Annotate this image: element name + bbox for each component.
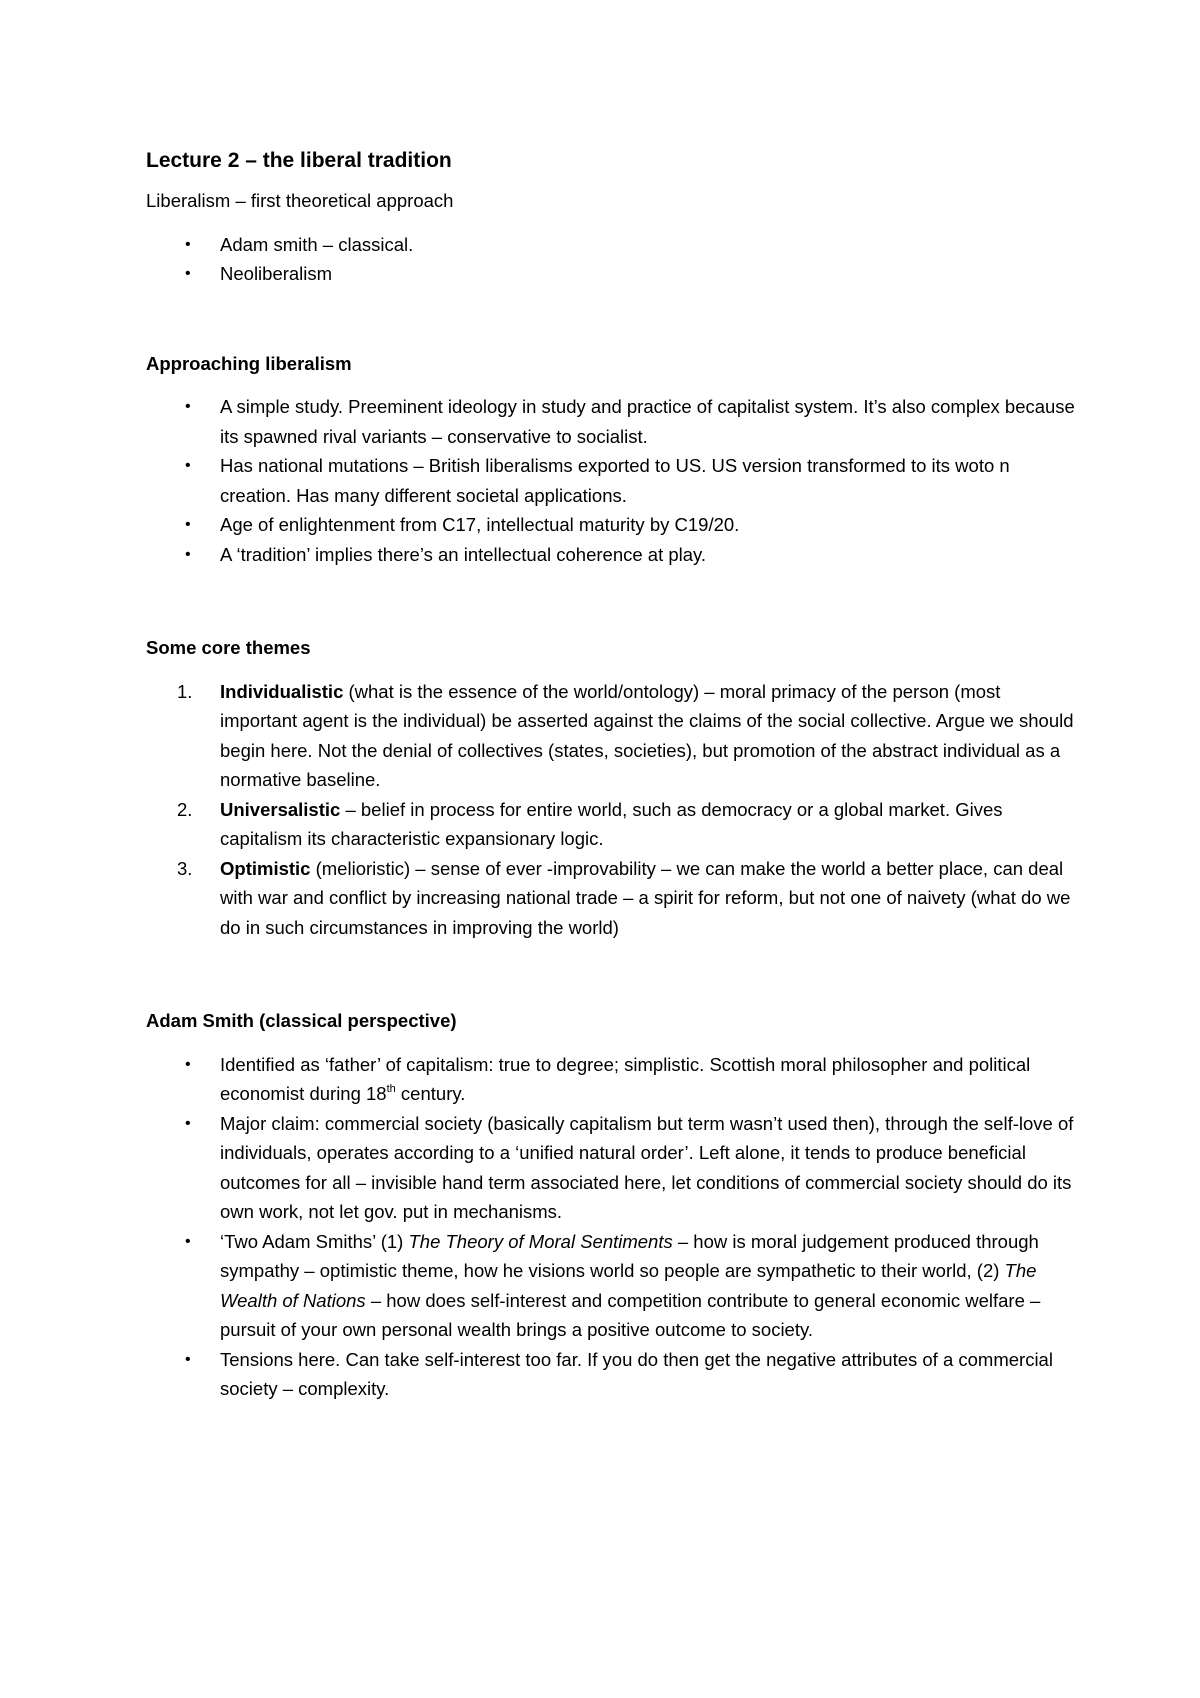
- spacer: [146, 216, 1076, 230]
- list-item-text: century.: [395, 1083, 466, 1104]
- item-number: 1.: [177, 680, 193, 702]
- core-themes-list: [146, 677, 1076, 943]
- bullet-icon: •: [185, 1055, 191, 1073]
- list-item-text: ‘Two Adam Smiths’ (1): [220, 1230, 409, 1252]
- item-term: Individualistic: [220, 680, 344, 702]
- book-title: The Wealth of Nations: [220, 1260, 1037, 1311]
- bullet-icon: •: [185, 545, 191, 563]
- item-text: (melioristic) – sense of ever -improvability – we can make the world a better place, can deal with war and conflict by increasing national trade – a spirit for reform, but not one of naivety (what do we do in such circumstances in improving the world): [220, 857, 1071, 938]
- section-heading-adam-smith: Adam Smith (classical perspective): [146, 1010, 457, 1031]
- spacer: [146, 289, 1076, 349]
- list-item-text: Major claim: commercial society (basically capitalism but term wasn’t used then), through the self-love of individuals, operates according to a ‘unified natural order’. Left alone, it tends to produce beneficial outcomes for all – invisible hand term associated here, let conditions of commercial society should do its own work, not let gov. put in mechanisms.: [220, 1112, 1074, 1222]
- intro-line: Liberalism – first theoretical approach: [146, 190, 454, 211]
- list-item: [146, 392, 1076, 451]
- item-text: (what is the essence of the world/ontology) – moral primacy of the person (most important agent is the individual) be asserted against the claims of the social collective. Argue we should begin here. Not the denial of collectives (states, societies), but promotion of the abstract individual as a normative baseline.: [220, 680, 1074, 790]
- numbered-item: [146, 677, 1076, 795]
- list-item: [146, 510, 1076, 540]
- list-item-text: Has national mutations – British liberalisms exported to US. US version transformed to its woto n creation. Has many different societal applications.: [220, 455, 1010, 506]
- list-item-text: Adam smith – classical.: [220, 233, 414, 255]
- list-item-text: Identified as ‘father’ of capitalism: true to degree; simplistic. Scottish moral philosopher and political economist during 18: [220, 1053, 1031, 1104]
- list-item-text: A simple study. Preeminent ideology in study and practice of capitalist system. It’s also complex because its spawned rival variants – conservative to socialist.: [220, 396, 1075, 447]
- item-number: 3.: [177, 857, 193, 879]
- item-term: Optimistic: [220, 857, 311, 879]
- bullet-icon: •: [185, 1232, 191, 1250]
- adam-smith-list: [146, 1050, 1076, 1404]
- item-text: – belief in process for entire world, such as democracy or a global market. Gives capitalism its characteristic expansionary logic.: [220, 798, 1003, 849]
- approaching-list: [146, 392, 1076, 569]
- spacer: [146, 1036, 1076, 1050]
- list-item-text: Neoliberalism: [220, 263, 333, 284]
- superscript: th: [386, 1083, 396, 1095]
- list-item: [146, 1345, 1076, 1404]
- list-item: [146, 451, 1076, 510]
- list-item-text: Age of enlightenment from C17, intellectual maturity by C19/20.: [220, 514, 740, 535]
- bullet-icon: •: [185, 235, 191, 253]
- bullet-icon: •: [185, 1350, 191, 1368]
- list-item-text: A ‘tradition’ implies there’s an intellectual coherence at play.: [220, 543, 707, 565]
- bullet-icon: •: [185, 398, 191, 415]
- spacer: [146, 569, 1076, 633]
- list-item-text: – how does self-interest and competition contribute to general economic welfare – pursuit of your own personal wealth brings a positive outcome to society.: [220, 1289, 1041, 1340]
- bullet-icon: •: [185, 265, 191, 282]
- item-number: 2.: [177, 798, 193, 820]
- list-item: [146, 230, 1076, 260]
- document-title: Lecture 2 – the liberal tradition: [146, 149, 452, 172]
- bullet-icon: •: [185, 1114, 191, 1132]
- document-body: [146, 146, 1076, 1404]
- numbered-item: [146, 795, 1076, 854]
- spacer: [146, 663, 1076, 677]
- book-title: The Theory of Moral Sentiments: [408, 1230, 673, 1252]
- item-term: Universalistic: [220, 798, 341, 820]
- list-item: [146, 1050, 1076, 1109]
- bullet-icon: •: [185, 516, 191, 533]
- section-heading-approaching: Approaching liberalism: [146, 352, 352, 374]
- intro-list: [146, 230, 1076, 289]
- list-item-text: – how is moral judgement produced through sympathy – optimistic theme, how he visions world so people are sympathetic to their world, (2): [220, 1230, 1039, 1281]
- list-item-text: Tensions here. Can take self-interest too far. If you do then get the negative attributes of a commercial society – complexity.: [220, 1348, 1053, 1399]
- list-item: [146, 540, 1076, 570]
- spacer: [146, 378, 1076, 392]
- bullet-icon: •: [185, 457, 191, 474]
- spacer: [146, 942, 1076, 1006]
- list-item: [146, 259, 1076, 289]
- list-item: [146, 1109, 1076, 1227]
- list-item: [146, 1227, 1076, 1345]
- section-heading-core-themes: Some core themes: [146, 637, 311, 658]
- numbered-item: [146, 854, 1076, 943]
